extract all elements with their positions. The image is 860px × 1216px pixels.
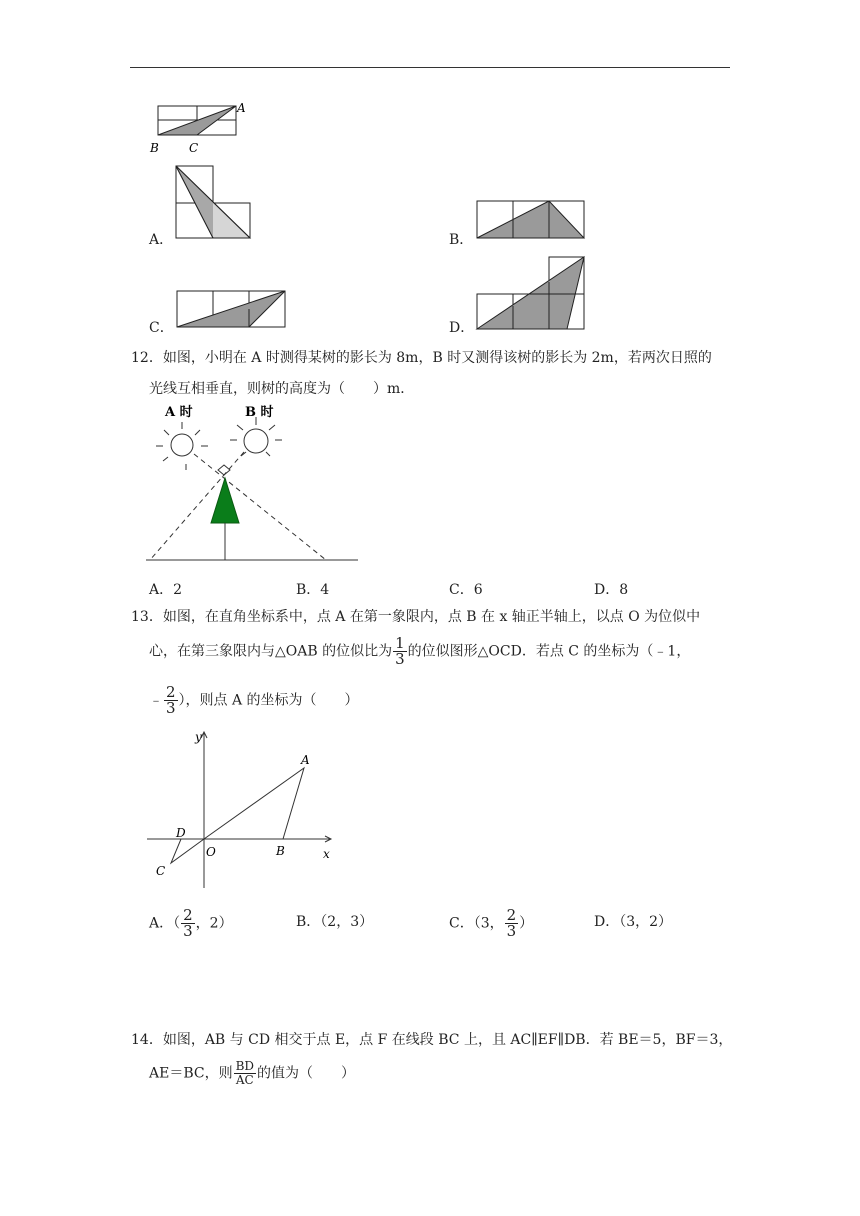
q12-label-a-time: A 时 xyxy=(165,405,193,420)
q13-option-b[interactable]: B．（2，3） xyxy=(296,914,374,930)
q13-ratio-den: 3 xyxy=(395,650,405,668)
q12-option-a[interactable]: A．2 xyxy=(149,582,183,598)
q14-line2-post: 的值为（ ） xyxy=(257,1065,356,1082)
q14-text-line2 xyxy=(149,1060,355,1087)
q13-opt-a-den: 3 xyxy=(183,922,193,940)
q13-point-a: A xyxy=(301,753,310,767)
q13-point-o: O xyxy=(206,845,216,859)
q12-option-c[interactable]: C．6 xyxy=(449,582,483,598)
header-rule xyxy=(130,67,730,68)
tree-icon xyxy=(211,478,239,523)
q11-label-b: B xyxy=(150,141,159,155)
q12-option-d[interactable]: D．8 xyxy=(594,582,629,598)
q11-option-d-label[interactable]: D． xyxy=(449,320,475,336)
q13-ratio-num: 1 xyxy=(395,634,405,652)
q13-opt-c-post: ） xyxy=(519,915,534,932)
q13-text-line1: 13．如图，在直角坐标系中，点 A 在第一象限内，点 B 在 x 轴正半轴上，以点 O 为位似中 xyxy=(131,609,701,625)
q13-line3-pre: ﹣ xyxy=(149,692,163,709)
q11-option-b-figure xyxy=(473,198,587,242)
q13-ratio-fraction xyxy=(393,636,407,667)
q13-c-fraction xyxy=(164,685,178,716)
q14-line2-pre: AE＝BC，则 xyxy=(149,1065,233,1082)
q13-opt-c-num: 2 xyxy=(506,906,517,924)
q11-option-c-figure xyxy=(173,287,289,331)
q14-text-line1: 14．如图，AB 与 CD 相交于点 E，点 F 在线段 BC 上，且 AC∥EF∥DB．若 BE＝5，BF＝3， xyxy=(131,1032,733,1048)
q13-x-axis-label: x xyxy=(323,847,330,861)
q13-opt-c-fraction xyxy=(505,908,519,939)
q13-point-b: B xyxy=(276,844,285,858)
q13-text-line3 xyxy=(149,685,359,716)
q13-option-d[interactable]: D．（3，2） xyxy=(594,914,673,930)
q11-reference-figure xyxy=(145,98,255,156)
q13-point-d: D xyxy=(176,826,186,840)
q13-opt-a-pre: A．（ xyxy=(149,915,181,932)
q13-opt-a-post: ，2） xyxy=(195,915,233,932)
q11-option-d-figure xyxy=(473,254,589,332)
sun-a-icon xyxy=(156,422,208,470)
q13-y-axis-label: y xyxy=(195,730,202,744)
q11-option-a-label[interactable]: A． xyxy=(149,232,174,248)
q12-figure xyxy=(140,400,365,566)
q12-label-b-time: B 时 xyxy=(245,405,274,420)
q13-c-den: 3 xyxy=(166,699,176,717)
q13-line2-post: 的位似图形△OCD．若点 C 的坐标为（﹣1， xyxy=(407,643,691,660)
q13-opt-c-pre: C．（3， xyxy=(449,915,504,932)
q14-frac-num: BD xyxy=(235,1059,255,1073)
q13-line3-post: ），则点 A 的坐标为（ ） xyxy=(178,692,359,709)
q13-c-num: 2 xyxy=(166,683,176,701)
q14-fraction xyxy=(234,1060,256,1087)
q11-option-c-label[interactable]: C． xyxy=(149,320,174,336)
q13-line2-pre: 心，在第三象限内与△OAB 的位似比为 xyxy=(149,643,393,660)
q12-text-line2: 光线互相垂直，则树的高度为（ ）m． xyxy=(149,381,415,397)
q11-option-a-figure xyxy=(172,162,254,240)
q12-option-b[interactable]: B．4 xyxy=(296,582,330,598)
sun-b-icon xyxy=(230,417,282,456)
q13-option-c[interactable] xyxy=(449,908,533,939)
q12-text-line1: 12．如图，小明在 A 时测得某树的影长为 8m，B 时又测得该树的影长为 2m，若两次日照的 xyxy=(131,350,712,366)
q13-opt-c-den: 3 xyxy=(506,922,517,940)
q13-option-a[interactable] xyxy=(149,908,233,939)
q13-text-line2 xyxy=(149,636,690,667)
q13-opt-a-fraction xyxy=(181,908,195,939)
q11-label-c: C xyxy=(189,141,199,155)
q13-opt-a-num: 2 xyxy=(183,906,193,924)
q13-coordinate-figure xyxy=(145,726,345,892)
q11-label-a: A xyxy=(237,101,246,115)
q14-frac-den: AC xyxy=(235,1073,254,1087)
q13-point-c: C xyxy=(156,864,166,878)
q11-option-b-label[interactable]: B． xyxy=(449,232,474,248)
